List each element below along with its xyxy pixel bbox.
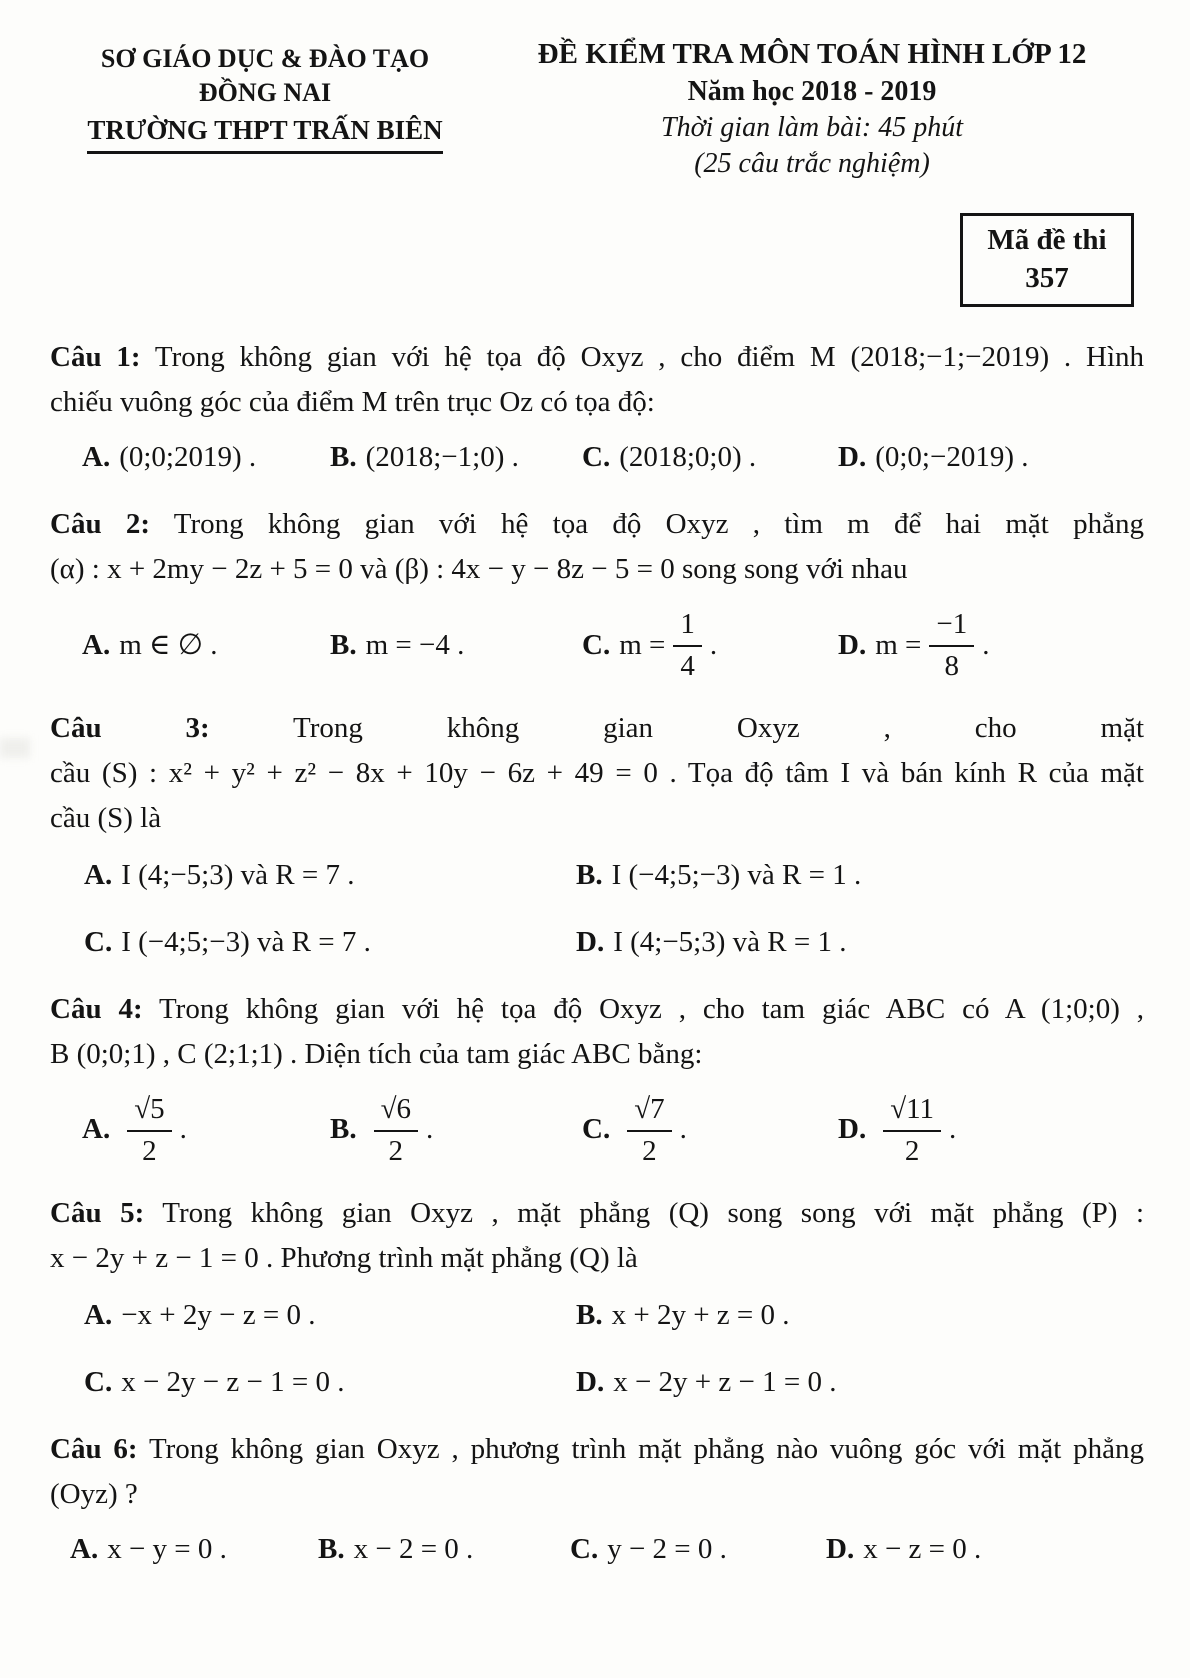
fraction (127, 1091, 171, 1169)
answer-label-b: B. (330, 441, 357, 474)
answer-option-a (84, 853, 576, 898)
fraction-numerator: √7 (627, 1091, 671, 1132)
answer-label-c: C. (84, 1365, 113, 1398)
answer-label-c: C. (582, 1113, 611, 1146)
question-1-text: Trong không gian với hệ tọa độ Oxyz , cho điểm M (2018;−1;−2019) . Hình (154, 341, 1144, 374)
answer-text-b: x − 2 = 0 . (353, 1532, 474, 1565)
answer-text-d-post: . (949, 1113, 957, 1146)
question-2 (50, 502, 1144, 684)
question-3-answers (50, 853, 1144, 965)
question-6-answers (50, 1527, 1144, 1572)
school-year: Năm học 2018 - 2019 (687, 75, 937, 107)
question-6 (50, 1427, 1144, 1572)
answer-text-c: (2018;0;0) . (619, 441, 757, 474)
answer-text-c-pre: m = (619, 628, 666, 661)
fraction (883, 1091, 941, 1169)
answer-option-c (582, 606, 838, 684)
question-4-text-line-2: B (0;0;1) , C (2;1;1) . Diện tích của tam giác ABC bằng: (50, 1037, 703, 1070)
fraction (374, 1091, 418, 1169)
exam-code-wrapper (50, 213, 1134, 308)
answer-option-b (576, 853, 1144, 898)
question-3 (50, 706, 1144, 965)
question-5 (50, 1191, 1144, 1405)
question-3-text-line-1 (50, 706, 1144, 751)
question-1-text-line-2: chiếu vuông góc của điểm M trên trục Oz có tọa độ: (50, 386, 655, 419)
answer-option-d (576, 1360, 1144, 1405)
fraction-denominator: 2 (142, 1134, 157, 1167)
answer-label-a: A. (82, 1113, 111, 1146)
question-1-text-line-1 (50, 335, 1144, 380)
answer-label-d: D. (826, 1532, 855, 1565)
header-school-block (50, 34, 480, 183)
answer-option-c (570, 1527, 826, 1572)
question-2-text-line-1 (50, 502, 1144, 547)
question-2-number: Câu 2: (50, 508, 150, 541)
answer-option-d (576, 920, 1144, 965)
question-3-text: Trong không gian Oxyz , cho mặt (293, 711, 1145, 744)
answer-text-d: x − z = 0 . (863, 1532, 982, 1565)
answer-option-b (330, 623, 582, 668)
answer-label-b: B. (576, 1298, 603, 1331)
answer-option-d (838, 435, 1144, 480)
answer-option-a (70, 1527, 318, 1572)
answer-option-a (82, 1091, 330, 1169)
fraction-denominator: 4 (680, 650, 695, 683)
question-6-number: Câu 6: (50, 1432, 138, 1465)
answer-label-d: D. (838, 1113, 867, 1146)
question-2-text-line-2: (α) : x + 2my − 2z + 5 = 0 và (β) : 4x − y − 8z − 5 = 0 song song với nhau (50, 553, 908, 586)
answer-option-c (84, 920, 576, 965)
fraction-denominator: 2 (642, 1134, 657, 1167)
exam-code-box (960, 213, 1134, 308)
answer-option-b (576, 1293, 1144, 1338)
answer-label-d: D. (838, 628, 867, 661)
question-4 (50, 987, 1144, 1169)
fraction-denominator: 2 (388, 1134, 404, 1167)
answer-text-b: m = −4 . (365, 628, 465, 661)
answer-label-b: B. (318, 1532, 345, 1565)
answer-label-b: B. (330, 628, 357, 661)
answer-option-c (582, 1091, 838, 1169)
answer-label-c: C. (84, 925, 113, 958)
answer-option-c (84, 1360, 576, 1405)
answer-text-d-pre: m = (875, 628, 922, 661)
question-5-answers (50, 1293, 1144, 1405)
answer-option-a (82, 435, 330, 480)
fraction-denominator: 8 (944, 650, 960, 683)
question-4-text: Trong không gian với hệ tọa độ Oxyz , cho tam giác ABC có A (1;0;0) , (158, 992, 1144, 1025)
question-5-text-line-2: x − 2y + z − 1 = 0 . Phương trình mặt phẳng (Q) là (50, 1241, 638, 1274)
department-name-line2: ĐỒNG NAI (198, 78, 332, 108)
answer-option-a (84, 1293, 576, 1338)
answer-text-d: (0;0;−2019) . (875, 441, 1029, 474)
fraction (627, 1091, 671, 1169)
answer-text-b: (2018;−1;0) . (365, 441, 519, 474)
answer-label-d: D. (576, 1365, 605, 1398)
fraction-numerator: √5 (127, 1091, 171, 1132)
fraction-numerator: √11 (883, 1091, 941, 1132)
answer-text-c: y − 2 = 0 . (607, 1532, 727, 1565)
answer-label-b: B. (330, 1113, 357, 1146)
question-5-text-line-1 (50, 1191, 1144, 1236)
question-6-text-line-2: (Oyz) ? (50, 1477, 138, 1510)
answer-label-d: D. (576, 925, 605, 958)
answer-text-d: x − 2y + z − 1 = 0 . (613, 1365, 837, 1398)
answer-text-d-post: . (982, 628, 990, 661)
fraction (929, 606, 974, 684)
question-6-text-line-1 (50, 1427, 1144, 1472)
question-1 (50, 335, 1144, 480)
question-3-text-line-2: cầu (S) : x² + y² + z² − 8x + 10y − 6z + 49 = 0 . Tọa độ tâm I và bán kính R của mặt (50, 756, 1144, 789)
answer-label-c: C. (582, 441, 611, 474)
answer-option-d (838, 1091, 1144, 1169)
page-header (50, 34, 1144, 183)
question-2-answers (50, 606, 1144, 684)
answer-text-a: x − y = 0 . (107, 1532, 227, 1565)
answer-text-a: (0;0;2019) . (119, 441, 257, 474)
question-5-number: Câu 5: (50, 1196, 145, 1229)
question-6-text: Trong không gian Oxyz , phương trình mặt phẳng nào vuông góc với mặt phẳng (148, 1432, 1144, 1465)
answer-label-c: C. (570, 1532, 599, 1565)
answer-text-c: I (−4;5;−3) và R = 7 . (121, 925, 371, 958)
answer-text-c: x − 2y − z − 1 = 0 . (121, 1365, 345, 1398)
question-5-text: Trong không gian Oxyz , mặt phẳng (Q) song song với mặt phẳng (P) : (162, 1196, 1144, 1229)
fraction (673, 606, 702, 684)
answer-text-a: I (4;−5;3) và R = 7 . (121, 858, 355, 891)
answer-option-c (582, 435, 838, 480)
answer-text-b-post: . (426, 1113, 434, 1146)
answer-label-a: A. (82, 628, 111, 661)
question-4-answers (50, 1091, 1144, 1169)
question-count-note: (25 câu trắc nghiệm) (694, 148, 930, 180)
answer-label-a: A. (84, 858, 113, 891)
answer-label-a: A. (84, 1298, 113, 1331)
fraction-denominator: 2 (904, 1134, 920, 1167)
school-name: TRƯỜNG THPT TRẤN BIÊN (87, 113, 442, 155)
question-4-number: Câu 4: (50, 992, 143, 1025)
question-3-number: Câu 3: (50, 711, 210, 744)
exam-code-label: Mã đề thi (987, 223, 1107, 256)
answer-label-c: C. (582, 628, 611, 661)
fraction-numerator: √6 (374, 1091, 418, 1132)
answer-option-b (330, 1091, 582, 1169)
answer-option-d (826, 1527, 1144, 1572)
exam-duration: Thời gian làm bài: 45 phút (661, 112, 963, 144)
answer-option-b (330, 435, 582, 480)
fraction-numerator: 1 (673, 606, 702, 647)
exam-title: ĐỀ KIỂM TRA MÔN TOÁN HÌNH LỚP 12 (537, 38, 1087, 70)
answer-text-d: I (4;−5;3) và R = 1 . (613, 925, 847, 958)
department-name-line1: SƠ GIÁO DỤC & ĐÀO TẠO (100, 44, 430, 73)
scan-smudge (0, 738, 30, 758)
exam-code-value: 357 (1025, 262, 1069, 295)
question-1-number: Câu 1: (50, 341, 141, 374)
fraction-numerator: −1 (929, 606, 974, 647)
answer-text-a-post: . (179, 1113, 187, 1146)
answer-option-a (82, 623, 330, 668)
question-2-text: Trong không gian với hệ tọa độ Oxyz , tìm m để hai mặt phẳng (173, 508, 1144, 541)
question-4-text-line-1 (50, 987, 1144, 1032)
answer-text-a: −x + 2y − z = 0 . (121, 1298, 316, 1331)
header-exam-block (480, 34, 1144, 183)
answer-option-b (318, 1527, 570, 1572)
answer-text-b: x + 2y + z = 0 . (611, 1298, 790, 1331)
question-3-text-line-3: cầu (S) là (50, 801, 162, 834)
answer-text-b: I (−4;5;−3) và R = 1 . (611, 858, 862, 891)
answer-label-a: A. (70, 1532, 99, 1565)
answer-text-a: m ∈ ∅ . (119, 628, 218, 661)
question-1-answers (50, 435, 1144, 480)
answer-text-c-post: . (709, 628, 718, 661)
answer-option-d (838, 606, 1144, 684)
answer-label-a: A. (82, 441, 111, 474)
answer-text-c-post: . (679, 1113, 687, 1146)
answer-label-b: B. (576, 858, 603, 891)
answer-label-d: D. (838, 441, 867, 474)
